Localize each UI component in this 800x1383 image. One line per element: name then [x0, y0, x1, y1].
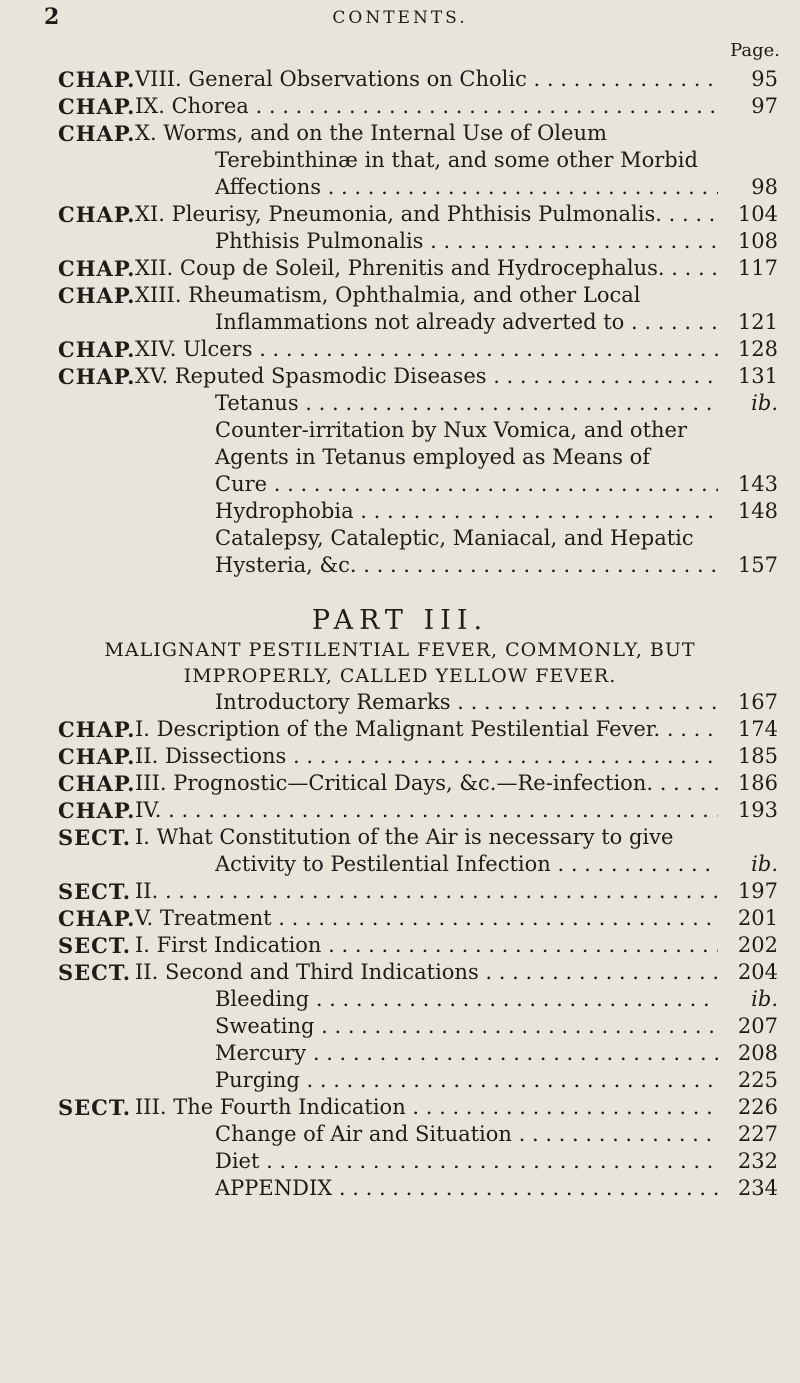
entry-title: Change of Air and Situation . . . [215, 1121, 718, 1148]
entry-title: Cure . . . [215, 471, 718, 498]
part-title: PART III. [311, 605, 489, 636]
entry-division-label: CHAP. [58, 798, 136, 823]
toc-entry [0, 1121, 800, 1148]
toc-entry [0, 282, 800, 309]
toc-entry [0, 66, 800, 93]
toc-entry [0, 417, 800, 444]
entry-page-number: 128 [737, 337, 778, 361]
entry-title: II. Second and Third Indications . . . [135, 959, 718, 986]
entry-title: APPENDIX . . . [215, 1175, 718, 1202]
entry-division-label: CHAP. [58, 121, 136, 146]
entry-title: Introductory Remarks . . . [215, 689, 718, 716]
toc-entry [0, 390, 800, 417]
entry-title: Phthisis Pulmonalis . . . [215, 228, 718, 255]
entry-title: I. Description of the Malignant Pestilential Fever. . . . [135, 716, 718, 743]
entry-title: V. Treatment . . . [135, 905, 718, 932]
running-title: CONTENTS. [332, 8, 468, 28]
toc-entry [0, 1094, 800, 1121]
entry-page-number: 117 [737, 256, 778, 280]
entry-title: Affections . . . [215, 174, 718, 201]
entry-page-number: 143 [737, 472, 778, 496]
entry-division-label: CHAP. [58, 283, 136, 308]
entry-page-number: ib. [751, 391, 778, 415]
toc-entry [0, 525, 800, 552]
toc-entry [0, 932, 800, 959]
entry-page-number: 225 [737, 1068, 778, 1092]
entry-division-label: SECT. [58, 1095, 132, 1120]
entry-title: III. The Fourth Indication . . . [135, 1094, 718, 1121]
entry-title: X. Worms, and on the Internal Use of Oleum [135, 121, 607, 145]
entry-page-number: 104 [737, 202, 778, 226]
entry-title: XIV. Ulcers . . . [135, 336, 718, 363]
toc-entry [0, 824, 800, 851]
toc-entry [0, 471, 800, 498]
entry-division-label: CHAP. [58, 906, 136, 931]
toc-entry [0, 309, 800, 336]
entry-title: IV. . . . [135, 797, 718, 824]
toc-entry [0, 959, 800, 986]
entry-page-number: ib. [751, 987, 778, 1011]
entry-title: Mercury . . . [215, 1040, 718, 1067]
entry-page-number: 232 [737, 1149, 778, 1173]
entry-division-label: SECT. [58, 960, 132, 985]
entry-title: Agents in Tetanus employed as Means of [215, 445, 651, 469]
entry-division-label: CHAP. [58, 717, 136, 742]
entry-page-number: 185 [737, 744, 778, 768]
entry-division-label: CHAP. [58, 67, 136, 92]
entry-division-label: CHAP. [58, 202, 136, 227]
toc-entry [0, 1148, 800, 1175]
entry-title: Hydrophobia . . . [215, 498, 718, 525]
entry-page-number: 201 [737, 906, 778, 930]
page-header [0, 0, 800, 34]
entry-division-label: CHAP. [58, 364, 136, 389]
entry-page-number: 131 [737, 364, 778, 388]
toc-entry [0, 905, 800, 932]
toc-entry [0, 336, 800, 363]
entry-title: XIII. Rheumatism, Ophthalmia, and other Local [135, 283, 641, 307]
page-number: 2 [44, 4, 60, 30]
entry-division-label: CHAP. [58, 94, 136, 119]
toc-entry [0, 716, 800, 743]
toc-entry [0, 228, 800, 255]
entry-page-number: ib. [751, 852, 778, 876]
toc-entry [0, 174, 800, 201]
toc-entry [0, 1067, 800, 1094]
entry-title: I. First Indication . . . [135, 932, 718, 959]
entry-title: Inflammations not already adverted to . . . [215, 309, 718, 336]
entry-title: Counter-irritation by Nux Vomica, and other [215, 418, 688, 442]
entry-division-label: CHAP. [58, 256, 136, 281]
entry-title: Hysteria, &c. . . . [215, 552, 718, 579]
entry-title: Bleeding . . . [215, 986, 718, 1013]
toc-entry [0, 743, 800, 770]
entry-title: XI. Pleurisy, Pneumonia, and Phthisis Pulmonalis. . . . [135, 201, 718, 228]
entry-page-number: 227 [737, 1122, 778, 1146]
toc-entry [0, 770, 800, 797]
toc-entry [0, 1175, 800, 1202]
entry-title: Sweating . . . [215, 1013, 718, 1040]
toc-entry [0, 201, 800, 228]
entry-page-number: 226 [737, 1095, 778, 1119]
entry-division-label: SECT. [58, 879, 132, 904]
entry-title: Diet . . . [215, 1148, 718, 1175]
toc-entry [0, 851, 800, 878]
toc-entry [0, 147, 800, 174]
entry-title: Activity to Pestilential Infection . . . [215, 851, 718, 878]
entry-page-number: 174 [737, 717, 778, 741]
toc-entry [0, 363, 800, 390]
entry-title: XV. Reputed Spasmodic Diseases . . . [135, 363, 718, 390]
entry-title: VIII. General Observations on Cholic . . . [135, 66, 718, 93]
part-three-entries [0, 689, 800, 1202]
part-subtitle-line-2: IMPROPERLY, CALLED YELLOW FEVER. [183, 665, 617, 687]
toc-entry [0, 1013, 800, 1040]
entry-title: III. Prognostic—Critical Days, &c.—Re-infection. . . . [135, 770, 718, 797]
toc-entry [0, 93, 800, 120]
toc-entry [0, 797, 800, 824]
entry-title: Purging . . . [215, 1067, 718, 1094]
entry-division-label: SECT. [58, 825, 132, 850]
toc-entry [0, 878, 800, 905]
toc-entry [0, 1040, 800, 1067]
toc-entry [0, 444, 800, 471]
toc-entry [0, 986, 800, 1013]
contents-list [0, 66, 800, 1202]
entry-title: II. . . . [135, 878, 718, 905]
entry-page-number: 204 [737, 960, 778, 984]
entry-title: Tetanus . . . [215, 390, 718, 417]
entry-page-number: 157 [737, 553, 778, 577]
toc-entry [0, 689, 800, 716]
toc-entry [0, 498, 800, 525]
entry-page-number: 108 [737, 229, 778, 253]
entry-title: XII. Coup de Soleil, Phrenitis and Hydrocephalus. . . . [135, 255, 718, 282]
entry-title: Terebinthinæ in that, and some other Morbid [215, 148, 698, 172]
entry-page-number: 186 [737, 771, 778, 795]
entry-division-label: CHAP. [58, 744, 136, 769]
entry-title: I. What Constitution of the Air is necessary to give [135, 825, 674, 849]
entry-page-number: 98 [751, 175, 778, 199]
entry-page-number: 234 [737, 1176, 778, 1200]
entry-page-number: 148 [737, 499, 778, 523]
toc-entry [0, 255, 800, 282]
entry-division-label: CHAP. [58, 337, 136, 362]
entry-title: IX. Chorea . . . [135, 93, 718, 120]
entry-division-label: SECT. [58, 933, 132, 958]
entry-page-number: 95 [751, 67, 778, 91]
entry-title: II. Dissections . . . [135, 743, 718, 770]
part-subtitle-line-1: MALIGNANT PESTILENTIAL FEVER, COMMONLY, BUT [104, 639, 696, 661]
entry-page-number: 121 [737, 310, 778, 334]
entry-page-number: 193 [737, 798, 778, 822]
entry-page-number: 208 [737, 1041, 778, 1065]
entry-division-label: CHAP. [58, 771, 136, 796]
entry-page-number: 167 [737, 690, 778, 714]
entry-title: Catalepsy, Cataleptic, Maniacal, and Hepatic [215, 526, 694, 550]
toc-entry [0, 120, 800, 147]
part-two-entries [0, 66, 800, 579]
page-column-label: Page. [730, 40, 780, 61]
entry-page-number: 202 [737, 933, 778, 957]
entry-page-number: 207 [737, 1014, 778, 1038]
entry-page-number: 97 [751, 94, 778, 118]
entry-page-number: 197 [737, 879, 778, 903]
toc-entry [0, 552, 800, 579]
